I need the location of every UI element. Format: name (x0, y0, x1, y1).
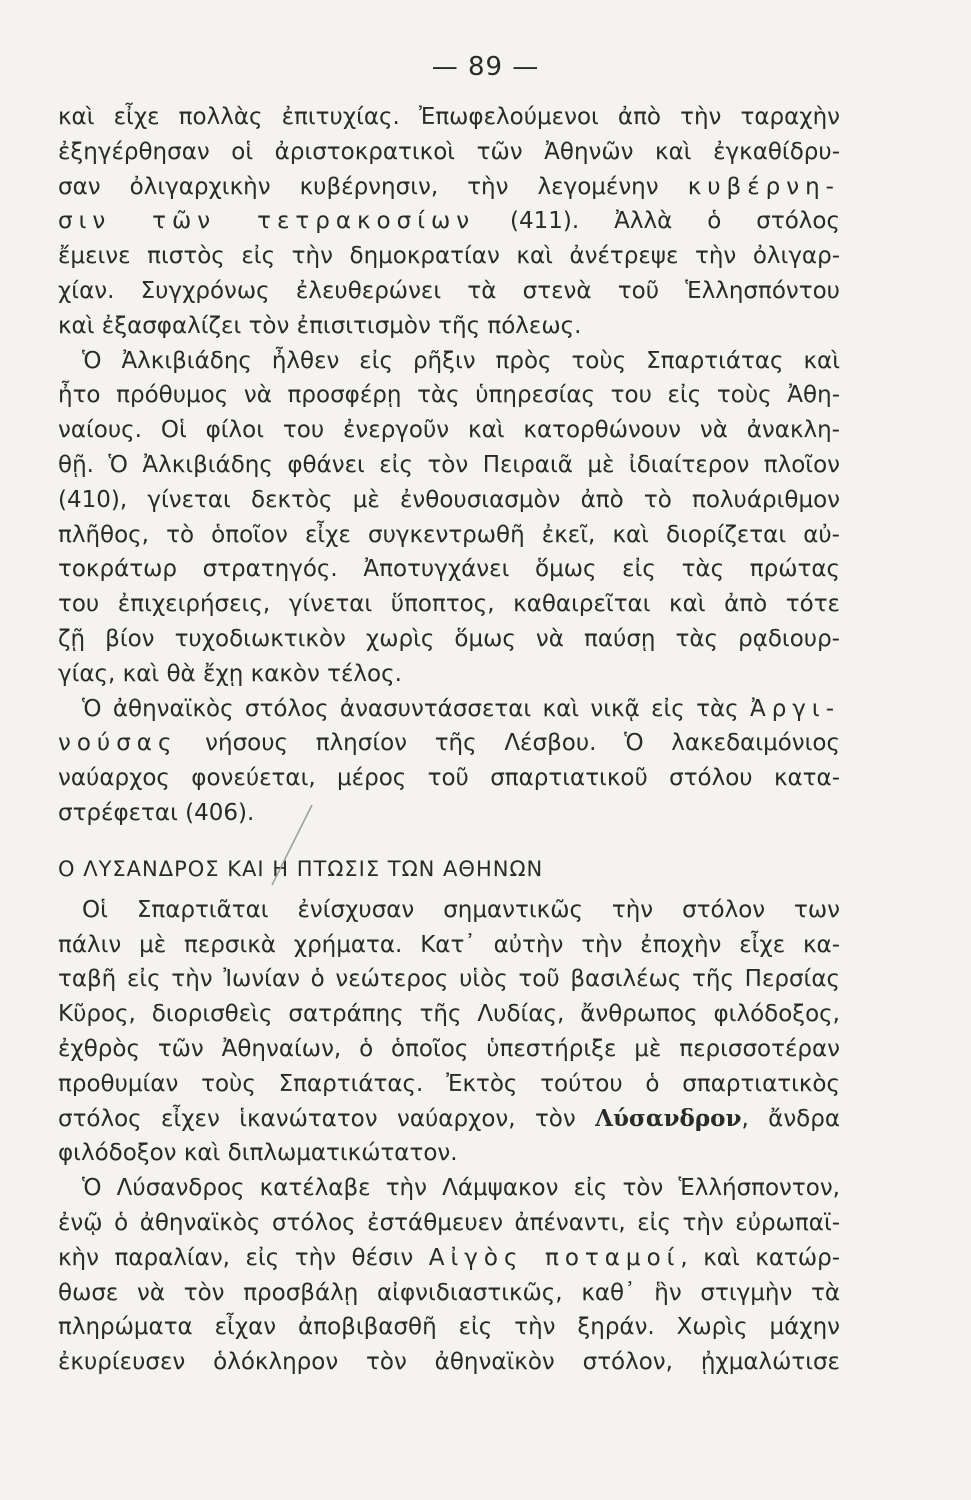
text-line: Κῦρος, διορισθεὶς σατράπης τῆς Λυδίας, ἄνθρωπος φιλόδοξος, (58, 1001, 840, 1028)
paragraph (58, 100, 840, 344)
text-line: ἐκυρίευσεν ὁλόκληρον τὸν ἀθηναϊκὸν στόλον, ᾐχμαλώτισε (58, 1349, 840, 1376)
text-line: ζῇ βίον τυχοδιωκτικὸν χωρὶς ὅμως νὰ παύσῃ τὰς ρᾳδιουρ- (58, 625, 840, 652)
spaced-emphasis: Ἀργι- (749, 695, 840, 722)
text-line: Οἱ Σπαρτιᾶται ἐνίσχυσαν σημαντικῶς τὴν στόλον των (82, 896, 840, 923)
text-line: του ἐπιχειρήσεις, γίνεται ὕποπτος, καθαιρεῖται καὶ ἀπὸ τότε (58, 591, 840, 618)
body-text (58, 100, 840, 1380)
page-number: — 89 — (431, 52, 540, 82)
text-line: (410), γίνεται δεκτὸς μὲ ἐνθουσιασμὸν ἀπὸ τὸ πολυάριθμον (58, 486, 840, 513)
pencil-stroke-mark (262, 800, 322, 890)
text-line: σαν ὀλιγαρχικὴν κυβέρνησιν, τὴν λεγομένην κυβέρνη- (58, 173, 840, 200)
paragraph (58, 692, 840, 831)
spaced-emphasis: κυβέρνη- (687, 173, 840, 200)
text-line: καὶ ἐξασφαλίζει τὸν ἐπισιτισμὸν τῆς πόλεως. (58, 312, 582, 339)
text-line: καὶ εἶχε πολλὰς ἐπιτυχίας. Ἐπωφελούμενοι ἀπὸ τὴν ταραχὴν (58, 104, 840, 130)
spaced-emphasis: σιν τῶν τετρακοσίων (58, 208, 476, 235)
text-line: ἦτο πρόθυμος νὰ προσφέρῃ τὰς ὑπηρεσίας του εἰς τοὺς Ἀθη- (58, 382, 840, 409)
paragraph (58, 1171, 840, 1380)
text-line: θωσε νὰ τὸν προσβάλῃ αἰφνιδιαστικῶς, καθ᾽ ἣν στιγμὴν τὰ (58, 1279, 840, 1306)
text-line: θῇ. Ὁ Ἀλκιβιάδης φθάνει εἰς τὸν Πειραιᾶ μὲ ἰδιαίτερον πλοῖον (58, 451, 840, 478)
bold-name: Λύσανδρον (595, 1104, 742, 1132)
text-line: πληρώματα εἶχαν ἀποβιβασθῆ εἰς τὴν ξηράν. Χωρὶς μάχην (58, 1314, 840, 1341)
text-line: στρέφεται (406). (58, 799, 255, 826)
text-line: γίας, καὶ θὰ ἔχῃ κακὸν τέλος. (58, 660, 402, 687)
text-line: ἐνῷ ὁ ἀθηναϊκὸς στόλος ἐστάθμευεν ἀπέναντι, εἰς τὴν εὐρωπαϊ- (58, 1209, 840, 1236)
text-line: τοκράτωρ στρατηγός. Ἀποτυγχάνει ὅμως εἰς τὰς πρώτας (58, 556, 840, 583)
text-line: κὴν παραλίαν, εἰς τὴν θέσιν Αἰγὸς ποταμοί, καὶ κατώρ- (58, 1244, 840, 1271)
section-heading: Ο ΛΥΣΑΝΔΡΟΣ ΚΑΙ Η ΠΤΩΣΙΣ ΤΩΝ ΑΘΗΝΩΝ (58, 856, 544, 881)
text-line: ἐξηγέρθησαν οἱ ἀριστοκρατικοὶ τῶν Ἀθηνῶν καὶ ἐγκαθίδρυ- (58, 138, 840, 165)
text-line: χίαν. Συγχρόνως ἐλευθερώνει τὰ στενὰ τοῦ Ἑλλησπόντου (58, 277, 840, 304)
text-line: Ὁ Λύσανδρος κατέλαβε τὴν Λάμψακον εἰς τὸν Ἑλλήσποντον, (82, 1175, 840, 1202)
text-line: ἔμεινε πιστὸς εἰς τὴν δημοκρατίαν καὶ ἀνέτρεψε τὴν ὀλιγαρ- (58, 243, 840, 270)
text-line: στόλος εἶχεν ἱκανώτατον ναύαρχον, τὸν Λύσανδρον, ἄνδρα (58, 1104, 840, 1132)
text-line: Ὁ ἀθηναϊκὸς στόλος ἀνασυντάσσεται καὶ νικᾷ εἰς τὰς Ἀργι- (82, 695, 840, 722)
text-line: ἐχθρὸς τῶν Ἀθηναίων, ὁ ὁποῖος ὑπεστήριξε μὲ περισσοτέραν (58, 1035, 840, 1062)
text-line: νούσας νήσους πλησίον τῆς Λέσβου. Ὁ λακεδαιμόνιος (58, 730, 840, 757)
paragraph (58, 893, 840, 1171)
spaced-emphasis: νούσας (58, 730, 178, 757)
text-line: Ὁ Ἀλκιβιάδης ἦλθεν εἰς ρῆξιν πρὸς τοὺς Σπαρτιάτας καὶ (82, 347, 840, 374)
text-line: σιν τῶν τετρακοσίων (411). Ἀλλὰ ὁ στόλος (58, 208, 840, 235)
spaced-emphasis: Αἰγὸς ποταμοί (428, 1244, 681, 1271)
text-line: φιλόδοξον καὶ διπλωματικώτατον. (58, 1140, 458, 1167)
text-line: πάλιν μὲ περσικὰ χρήματα. Κατ᾽ αὐτὴν τὴν ἐποχὴν εἶχε κα- (58, 931, 840, 958)
text-line: ταβῆ εἰς τὴν Ἰωνίαν ὁ νεώτερος υἱὸς τοῦ βασιλέως τῆς Περσίας (58, 966, 840, 993)
text-line: πλῆθος, τὸ ὁποῖον εἶχε συγκεντρωθῆ ἐκεῖ, καὶ διορίζεται αὐ- (58, 521, 840, 548)
paragraph (58, 344, 840, 692)
text-line: ναίους. Οἱ φίλοι του ἐνεργοῦν καὶ κατορθώνουν νὰ ἀνακλη- (58, 417, 840, 444)
text-line: προθυμίαν τοὺς Σπαρτιάτας. Ἐκτὸς τούτου ὁ σπαρτιατικὸς (58, 1070, 840, 1097)
text-line: ναύαρχος φονεύεται, μέρος τοῦ σπαρτιατικοῦ στόλου κατα- (58, 765, 840, 792)
